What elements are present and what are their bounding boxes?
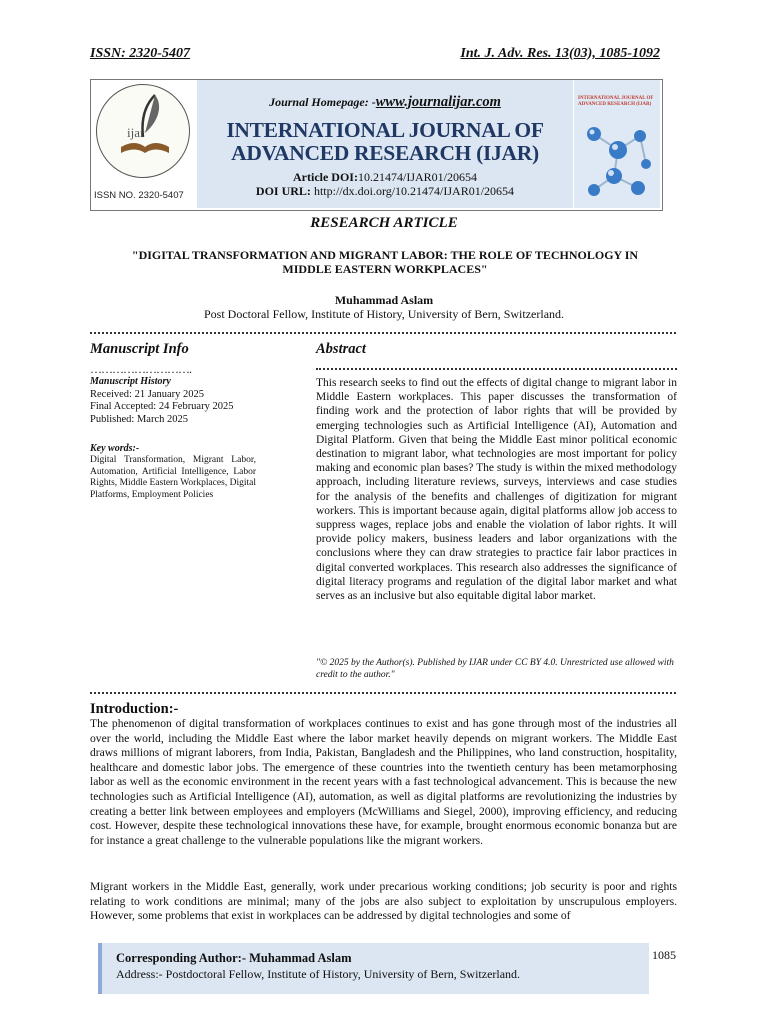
divider: [90, 332, 676, 334]
doi-url-label: DOI URL:: [255, 184, 311, 198]
doi-value: 10.21474/IJAR01/20654: [357, 170, 477, 184]
introduction-paragraph: The phenomenon of digital transformation of workplaces continues to exist and has gone through most of the industries all over the world, including the Middle East where the labor market heavily depends on migrant workers. The Middle East draws millions of migrant laborers, from India, Pakistan, Bangladesh and the Philippines, who land construction, hospitality, healthcare and domestic labor jobs. The emergence of these countries into the twentieth century has been metamorphosing labor as well as the economic environment in the recent years with a fast technological advancement. This is because the new technologies such as Artificial Intelligence (AI), automation, as well as digital platforms are revolutionizing the industries by creating a better link between employees and employers (McWilliams and Siegel, 2000), improving efficiency, and reducing cost. However, despite these technological innovations these have, for example, brought enormous economic bonanza but are for instance a great challenge to the vulnerable populations like the migrant workers.: [90, 717, 677, 847]
abstract-text: This research seeks to find out the effects of digital change to migrant labor in Middle Eastern workplaces. This paper discusses the transformation of finding work and the protection of labor rights that will be provided by emerging technologies such as Artificial Intelligence (AI), Automation and Digital Platform. Given that being the Middle East minor political economic destination to migrant labor, what technologies are most important for policy making and economic plan bases? The study is within the mixed methodology approach, including literature reviews, surveys, interviews and case studies for the analysis of the benefits and challenges of digitization for migrant workers. This is important because again, digital platforms allow job access to suppress wages, replace jobs and enable the violation of labor rights. It will provide policy makers, business leaders and labor organizations with the conclusions where they can draw strategies to practice fair labor practices in digital converted workplaces. This research also addresses the significance of digital literacy programs and regulation of the digital labor market and what serves as an inclusive but also equitable digital labor market.: [316, 377, 677, 603]
logo-circle: [96, 84, 190, 178]
published-date: Published: March 2025: [90, 413, 188, 425]
journal-cover-thumbnail: [574, 80, 660, 208]
manuscript-info-dots: ……………………….: [90, 362, 191, 376]
keywords-label: Key words:-: [90, 443, 140, 454]
doi-url-link[interactable]: http://dx.doi.org/10.21474/IJAR01/20654: [313, 184, 515, 198]
introduction-heading: Introduction:-: [90, 701, 179, 717]
journal-title-line2: ADVANCED RESEARCH (IJAR): [231, 141, 539, 165]
logo-issn: ISSN NO. 2320-5407: [94, 190, 184, 201]
manuscript-history: [90, 376, 258, 426]
corresponding-author: Corresponding Author:- Muhammad Aslam: [116, 951, 352, 965]
journal-logo: [91, 80, 196, 208]
doi-url: [197, 184, 573, 199]
homepage-link[interactable]: www.journalijar.com: [375, 94, 501, 110]
corresponding-address: Address:- Postdoctoral Fellow, Institute of History, University of Bern, Switzerland.: [116, 967, 521, 981]
running-header-citation: Int. J. Adv. Res. 13(03), 1085-1092: [460, 46, 660, 61]
abstract-heading: Abstract: [316, 341, 366, 357]
corresponding-author-box: [98, 943, 649, 994]
homepage-label: Journal Homepage: -: [269, 95, 376, 109]
keywords-block: [90, 443, 256, 502]
molecule-icon: [580, 114, 656, 204]
accepted-date: Final Accepted: 24 February 2025: [90, 401, 234, 412]
journal-homepage: [197, 94, 573, 111]
logo-wordmark: ijar: [127, 125, 145, 140]
license-notice: "© 2025 by the Author(s). Published by IJAR under CC BY 4.0. Unrestricted use allowed with credit to the author.": [316, 658, 674, 680]
keywords-list: Digital Transformation, Migrant Labor, Automation, Artificial Intelligence, Labor Rights, Middle Eastern Workplaces, Digital Platforms, Employment Policies: [90, 454, 256, 501]
abstract-divider: [316, 368, 677, 370]
running-header-issn: ISSN: 2320-5407: [90, 46, 190, 61]
page-number: 1085: [652, 948, 676, 962]
manuscript-info-heading: Manuscript Info: [90, 341, 189, 357]
journal-title-line1: INTERNATIONAL JOURNAL OF: [226, 118, 544, 142]
history-label: Manuscript History: [90, 376, 171, 387]
received-date: Received: 21 January 2025: [90, 388, 205, 400]
journal-banner: [90, 79, 663, 211]
divider: [90, 692, 676, 694]
paper-title: "DIGITAL TRANSFORMATION AND MIGRANT LABOR: THE ROLE OF TECHNOLOGY IN MIDDLE EASTERN WORKPLACES": [131, 248, 639, 276]
doi-label: Article DOI:: [293, 170, 358, 184]
article-doi: [197, 170, 573, 185]
introduction-paragraph: Migrant workers in the Middle East, generally, work under precarious working conditions; job security is poor and rights relating to work conditions are minimal; many of the jobs are also subject to exploitation by unscrupulous employers. However, some problems that exist in workplaces can be addressed by digital technologies and some of: [90, 880, 677, 923]
banner-center: [197, 80, 573, 208]
cover-title: INTERNATIONAL JOURNAL OF ADVANCED RESEARCH (IJAR): [578, 96, 654, 107]
author-name: Muhammad Aslam: [334, 293, 434, 307]
article-type: RESEARCH ARTICLE: [310, 215, 458, 231]
quill-book-icon: [115, 91, 175, 161]
author-affiliation: Post Doctoral Fellow, Institute of History, University of Bern, Switzerland.: [203, 307, 565, 321]
